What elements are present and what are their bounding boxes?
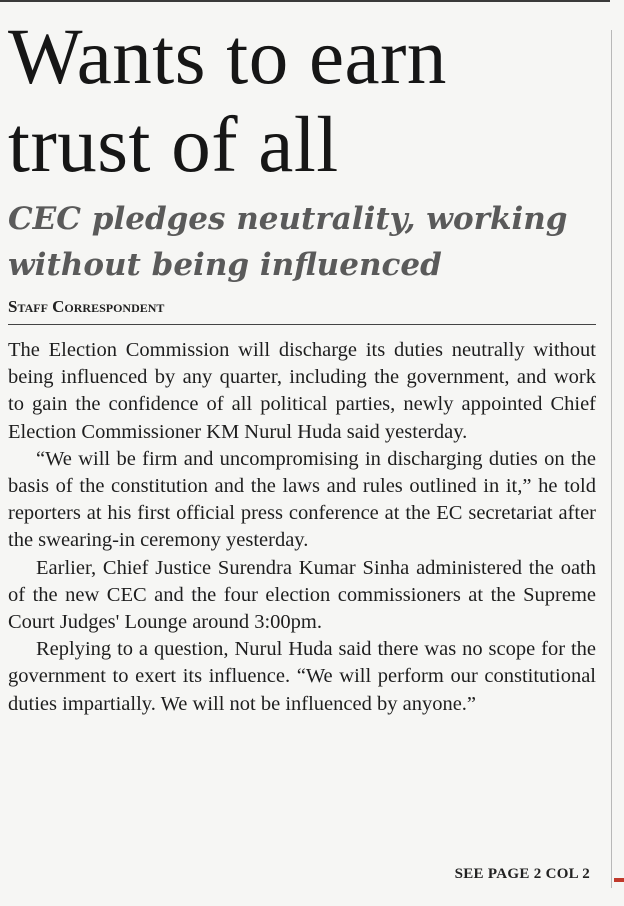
paragraph: Earlier, Chief Justice Surendra Kumar Sinha administered the oath of the new CEC and the four election commissioners at the Supreme Court Judges' Lounge around 3:00pm.	[8, 556, 596, 634]
article-body	[8, 337, 596, 718]
byline: Staff Correspondent	[8, 296, 596, 325]
paragraph: The Election Commission will discharge its duties neutrally without being influenced by any quarter, including the government, and work to gain the confidence of all political parties, newly appointed Chief Election Commissioner KM Nurul Huda said yesterday.	[8, 339, 596, 443]
paragraph: “We will be firm and uncompromising in discharging duties on the basis of the constitution and the laws and rules outlined in it,” he told reporters at his first official press conference at the EC secretariat after the swearing-in ceremony yesterday.	[8, 447, 596, 552]
paragraph: Replying to a question, Nurul Huda said there was no scope for the government to exert its influence. “We will perform our constitutional duties impartially. We will not be influenced by anyone.”	[8, 638, 596, 715]
continuation-jump-line: SEE PAGE 2 COL 2	[454, 866, 590, 882]
subheadline: CEC pledges neutrality, working without being influenced	[8, 201, 568, 283]
top-rule	[0, 0, 610, 2]
column-divider	[611, 30, 612, 888]
edge-color-mark	[614, 878, 624, 882]
news-article	[8, 14, 596, 718]
headline: Wants to earn trust of all	[8, 14, 447, 189]
